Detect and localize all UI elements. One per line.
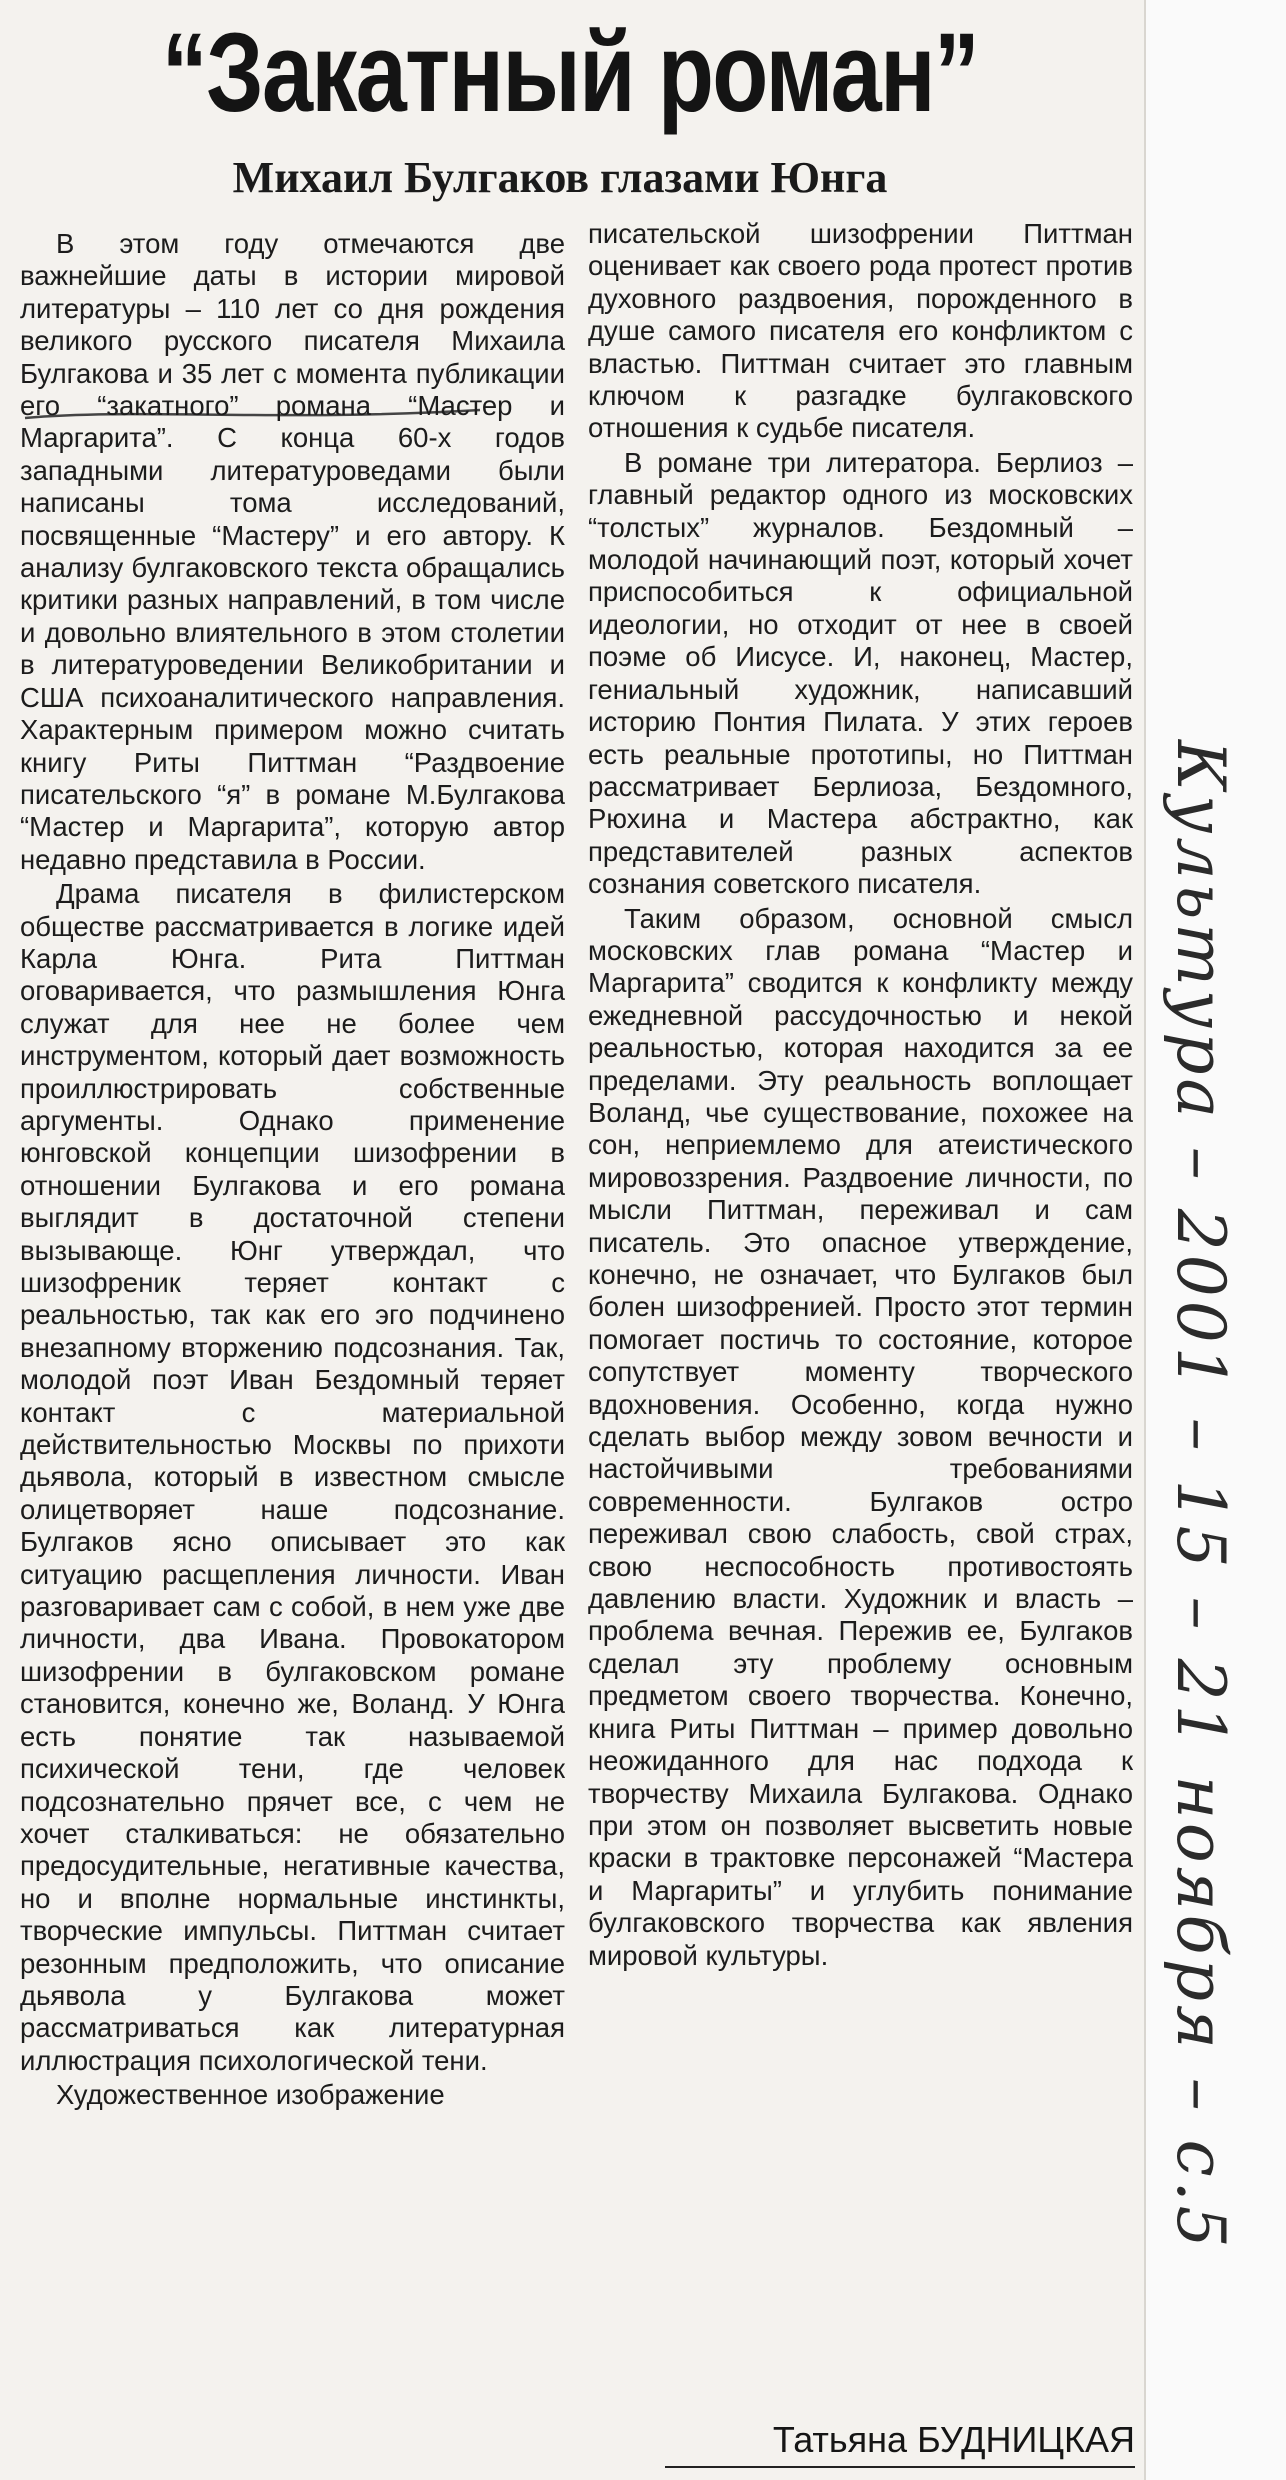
article-column-right [588,218,1133,2298]
paragraph: Таким образом, основной смысл московских глав романа “Мастер и Маргарита” сводится к конфликту между ежедневной рассудочностью и некой реальностью, которая находится за ее пределами. Эту реальность воплощает Воланд, чье существование, похожее на сон, неприемлемо для атеистического мировоззрения. Раздвоение личности, по мысли Питтман, переживал и сам писатель. Это опасное утверждение, конечно, не означает, что Булгаков был болен шизофренией. Просто этот термин помогает постичь то состояние, которое сопутствует моменту творческого вдохновения. Особенно, когда нужно сделать выбор между зовом вечности и настойчивыми требованиями современности. Булгаков остро переживал свою слабость, свой страх, свою неспособность противостоять давлению власти. Художник и власть – проблема вечная. Пережив ее, Булгаков сделал эту проблему основным предметом своего творчества. Конечно, книга Риты Питтман – пример довольно неожиданного для нас подхода к творчеству Михаила Булгакова. Однако при этом он позволяет высветить новые краски в трактовке персонажей “Мастера и Маргариты” и углубить понимание булгаковского творчества как явления мировой культуры. [588,902,1133,1971]
paragraph: В этом году отмечаются две важнейшие даты в истории мировой литературы – 110 лет со дня рождения великого русского писателя Михаила Булгакова и 35 лет с момента публикации его “закатного” романа “Мастер и Маргарита”. С конца 60-х годов западными литературоведами были написаны тома исследований, посвященные “Мастеру” и его автору. К анализу булгаковского текста обращались критики разных направлений, в том числе и довольно влиятельного в этом столетии в литературоведении Великобритании и США психоаналитического направления. Характерным примером можно считать книгу Риты Питтман “Раздвоение писательского “я” в романе М.Булгакова “Мастер и Маргарита”, которую автор недавно представила в России. [20,228,565,875]
paragraph: Драма писателя в филистерском обществе рассматривается в логике идей Карла Юнга. Рита Питтман оговаривается, что размышления Юнга служат для нее не более чем инструментом, который дает возможность проиллюстрировать собственные аргументы. Однако применение юнговской концепции шизофрении в отношении Булгакова и его романа выглядит в достаточной степени вызывающе. Юнг утверждал, что шизофреник теряет контакт с реальностью, так как его эго подчинено внезапному вторжению подсознания. Так, молодой поэт Иван Бездомный теряет контакт с материальной действительностью Москвы по прихоти дьявола, который в известном смысле олицетворяет наше подсознание. Булгаков ясно описывает это как ситуацию расщепления личности. Иван разговаривает сам с собой, в нем уже две личности, два Ивана. Провокатором шизофрении в булгаковском романе становится, конечно же, Воланд. У Юнга есть понятие так называемой психической тени, где человек подсознательно прячет все, с чем не хочет сталкиваться: не обязательно предосудительные, негативные качества, но и вполне нормальные инстинкты, творческие импульсы. Питтман считает резонным предположить, что описание дьявола у Булгакова может рассматриваться как литературная иллюстрация психологической тени. [20,878,565,2076]
article-headline: “Закатный роман” [161,10,979,135]
paragraph: В романе три литератора. Берлиоз – главный редактор одного из московских “толстых” журналов. Бездомный – молодой начинающий поэт, который хочет приспособиться к официальной идеологии, но отходит от нее в своей поэме об Иисусе. И, наконец, Мастер, гениальный художник, написавший историю Понтия Пилата. У этих героев есть реальные прототипы, но Питтман рассматривает Берлиоза, Бездомного, Рюхина и Мастера абстрактно, как представителей разных аспектов сознания советского писателя. [588,446,1133,900]
handwritten-source-note: Культура – 2001 – 15 – 21 ноября – с.5 [1162,740,1239,2252]
paragraph: Художественное изображение [56,2079,445,2111]
article-subheadline: Михаил Булгаков глазами Юнга [232,153,888,202]
paragraph: писательской шизофрении Питтман оценивает как своего рода протест против духовного раздвоения, порожденного в душе самого писателя его конфликтом с властью. Питтман считает это главным ключом к разгадке булгаковского отношения к судьбе писателя. [588,218,1133,444]
article-column-left [20,228,565,2468]
article-byline: Татьяна БУДНИЦКАЯ [665,2418,1135,2468]
